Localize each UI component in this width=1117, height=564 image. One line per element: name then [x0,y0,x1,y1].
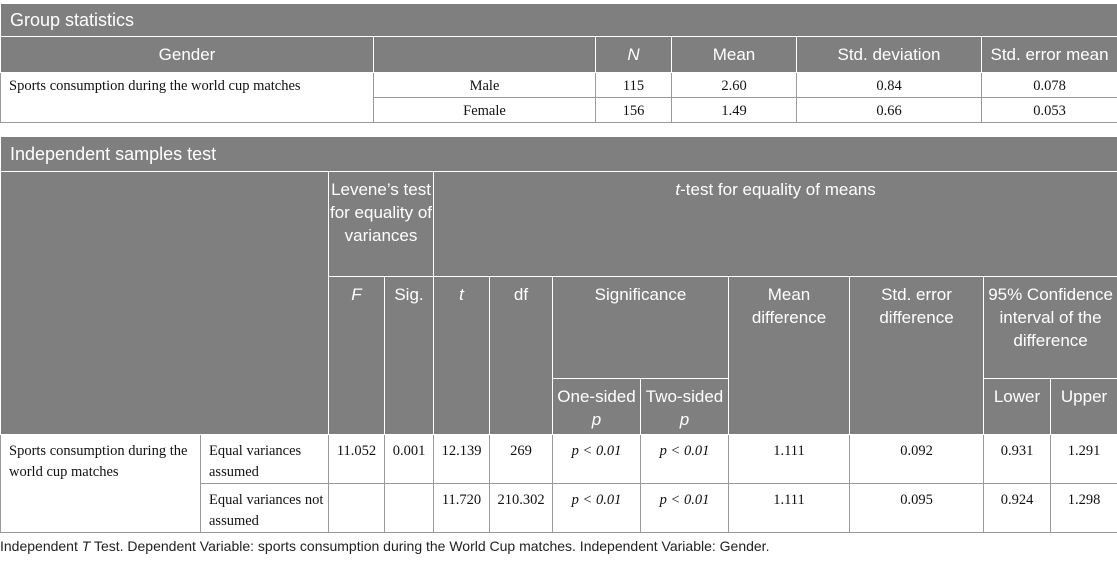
independent-test-title: Independent samples test [1,137,1117,172]
std-deviation-cell: 0.66 [797,98,982,123]
std-deviation-header: Std. deviation [797,37,982,73]
t-header-label: t [459,285,464,304]
std-deviation-cell: 0.84 [797,73,982,98]
mean-difference-header: Mean difference [729,277,850,435]
group-cell: Female [374,98,596,123]
t-header [434,277,490,435]
one-sided-p-cell [553,435,641,484]
mean-header: Mean [672,37,797,73]
two-sided-p-italic: p [679,410,690,429]
levene-header: Levene’s test for equality of variances [329,172,434,277]
sig-cell [385,484,434,533]
one-sided-label: One-sided [557,387,636,406]
f-header [329,277,385,435]
std-error-mean-cell: 0.078 [982,73,1117,98]
upper-cell: 1.298 [1051,484,1117,533]
n-header-label: N [627,45,640,64]
confidence-interval-header: 95% Confidence interval of the difference [984,277,1117,379]
one-sided-p-italic: p [591,410,602,429]
n-cell: 115 [596,73,672,98]
variable-label: Sports consumption during the world cup matches [1,73,374,123]
assumption-cell: Equal variances assumed [201,435,329,484]
ttest-header-italic: t [675,180,681,199]
lower-cell: 0.924 [984,484,1051,533]
variable-label: Sports consumption during the world cup matches [1,435,201,533]
f-header-label: F [351,285,362,304]
group-cell: Male [374,73,596,98]
two-sided-p-value: p < 0.01 [659,492,710,508]
t-cell: 11.720 [434,484,490,533]
lower-cell: 0.931 [984,435,1051,484]
std-error-mean-cell: 0.053 [982,98,1117,123]
one-sided-p-value: p < 0.01 [571,443,622,459]
footnote-part-b: T [81,538,91,554]
table-footnote [0,538,769,554]
upper-header: Upper [1051,379,1117,435]
ttest-header-label: -test for equality of means [680,180,876,199]
lower-header: Lower [984,379,1051,435]
two-sided-p-cell [641,484,729,533]
upper-cell: 1.291 [1051,435,1117,484]
two-sided-p-header [641,379,729,435]
one-sided-p-header [553,379,641,435]
mean-difference-cell: 1.111 [729,435,850,484]
df-cell: 269 [490,435,553,484]
independent-header-blank [1,172,329,435]
n-header [596,37,672,73]
df-cell: 210.302 [490,484,553,533]
std-error-difference-header: Std. error difference [850,277,984,435]
sig-header: Sig. [385,277,434,435]
std-error-difference-cell: 0.092 [850,435,984,484]
table-row [1,435,1117,484]
group-header-blank [374,37,596,73]
n-cell: 156 [596,98,672,123]
std-error-difference-cell: 0.095 [850,484,984,533]
mean-cell: 2.60 [672,73,797,98]
sig-cell: 0.001 [385,435,434,484]
f-cell [329,484,385,533]
significance-header: Significance [553,277,729,379]
df-header: df [490,277,553,435]
footnote-part-c: Test. Dependent Variable: sports consumption during the World Cup matches. Independent Variable: Gender. [90,538,770,554]
t-cell: 12.139 [434,435,490,484]
group-statistics-table [0,3,1117,123]
assumption-cell: Equal variances not assumed [201,484,329,533]
mean-cell: 1.49 [672,98,797,123]
f-cell: 11.052 [329,435,385,484]
one-sided-p-cell [553,484,641,533]
ttest-header [434,172,1117,277]
std-error-mean-header: Std. error mean [982,37,1117,73]
two-sided-p-value: p < 0.01 [659,443,710,459]
one-sided-p-value: p < 0.01 [571,492,622,508]
footnote-part-a: Independent [0,538,82,554]
gender-header: Gender [1,37,374,73]
table-row [1,73,1117,98]
group-statistics-title: Group statistics [1,4,1117,37]
mean-difference-cell: 1.111 [729,484,850,533]
two-sided-label: Two-sided [645,387,724,406]
independent-samples-table [0,136,1117,533]
two-sided-p-cell [641,435,729,484]
